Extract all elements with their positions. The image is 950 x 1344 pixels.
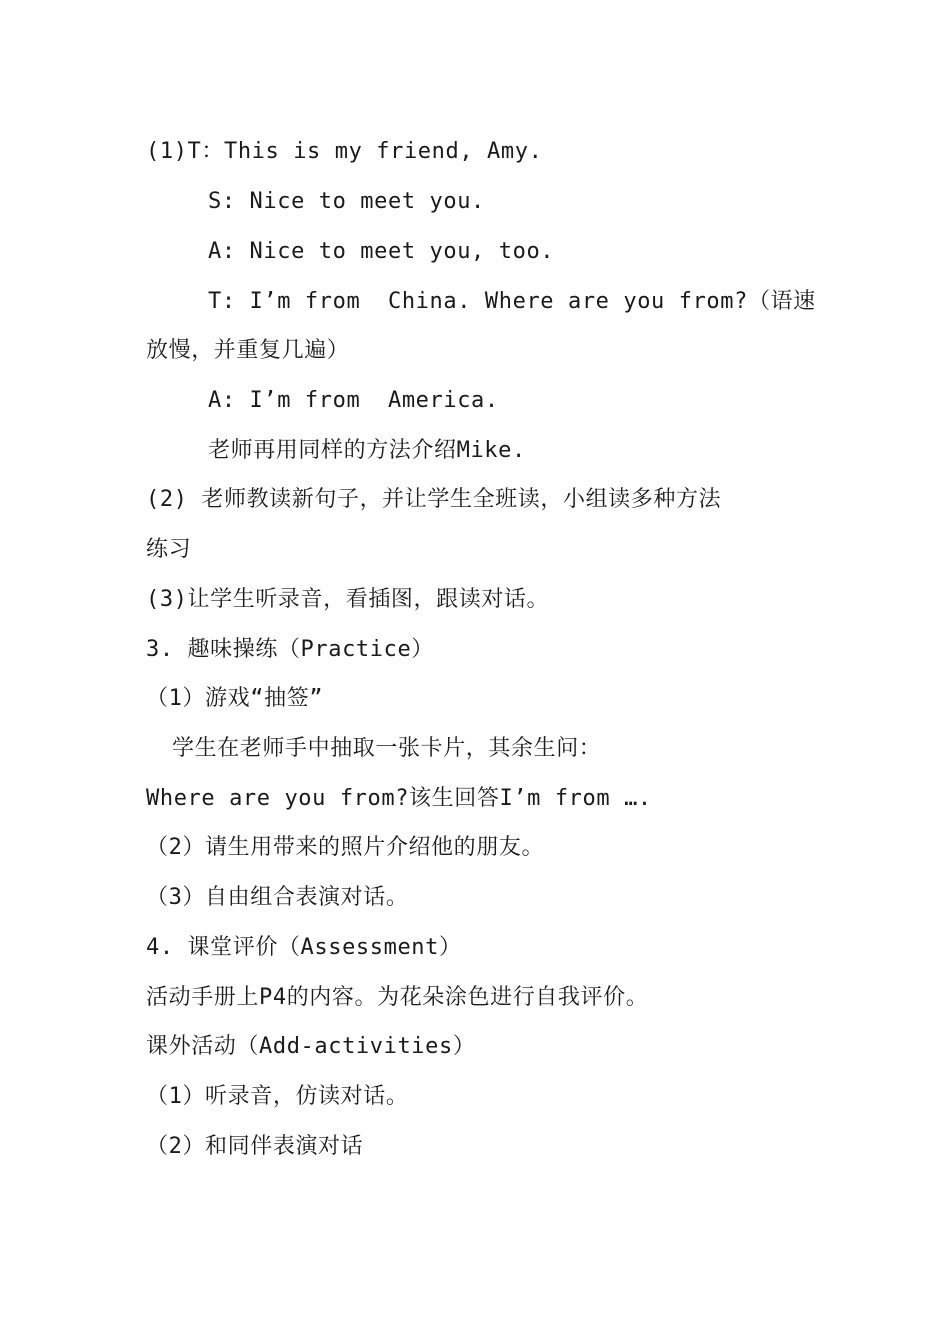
step-3-line: (3)让学生听录音，看插图，跟读对话。 bbox=[146, 587, 550, 612]
add-activity-item-2: （2）和同伴表演对话 bbox=[146, 1134, 364, 1159]
teacher-note-line: 老师再用同样的方法介绍Mike. bbox=[208, 438, 526, 463]
practice-item-1-detail: 学生在老师手中抽取一张卡片，其余生问： bbox=[172, 736, 602, 761]
dialogue-line-teacher-question: T: I’m from China. Where are you from?（语速 bbox=[208, 289, 816, 314]
dialogue-line-teacher-intro: (1)T：This is my friend, Amy. bbox=[146, 139, 543, 164]
step-2-line: (2) 老师教读新句子，并让学生全班读，小组读多种方法 bbox=[146, 487, 722, 512]
practice-item-1-dialogue: Where are you from?该生回答I’m from …. bbox=[146, 786, 652, 811]
step-2-continuation: 练习 bbox=[146, 537, 192, 562]
practice-item-3: （3）自由组合表演对话。 bbox=[146, 885, 409, 910]
section-practice-heading: 3. 趣味操练（Practice） bbox=[146, 637, 434, 662]
practice-item-2: （2）请生用带来的照片介绍他的朋友。 bbox=[146, 835, 545, 860]
assessment-detail: 活动手册上P4的内容。为花朵涂色进行自我评价。 bbox=[146, 985, 649, 1010]
section-assessment-heading: 4. 课堂评价（Assessment） bbox=[146, 935, 462, 960]
section-add-activities-heading: 课外活动（Add-activities） bbox=[146, 1034, 476, 1059]
practice-item-1: （1）游戏“抽签” bbox=[146, 686, 324, 711]
dialogue-line-student: S: Nice to meet you. bbox=[208, 189, 485, 214]
add-activity-item-1: （1）听录音，仿读对话。 bbox=[146, 1084, 409, 1109]
dialogue-line-amy-answer: A: I’m from America. bbox=[208, 388, 499, 413]
dialogue-line-amy: A: Nice to meet you, too. bbox=[208, 239, 555, 264]
dialogue-line-continuation: 放慢，并重复几遍） bbox=[146, 338, 350, 363]
